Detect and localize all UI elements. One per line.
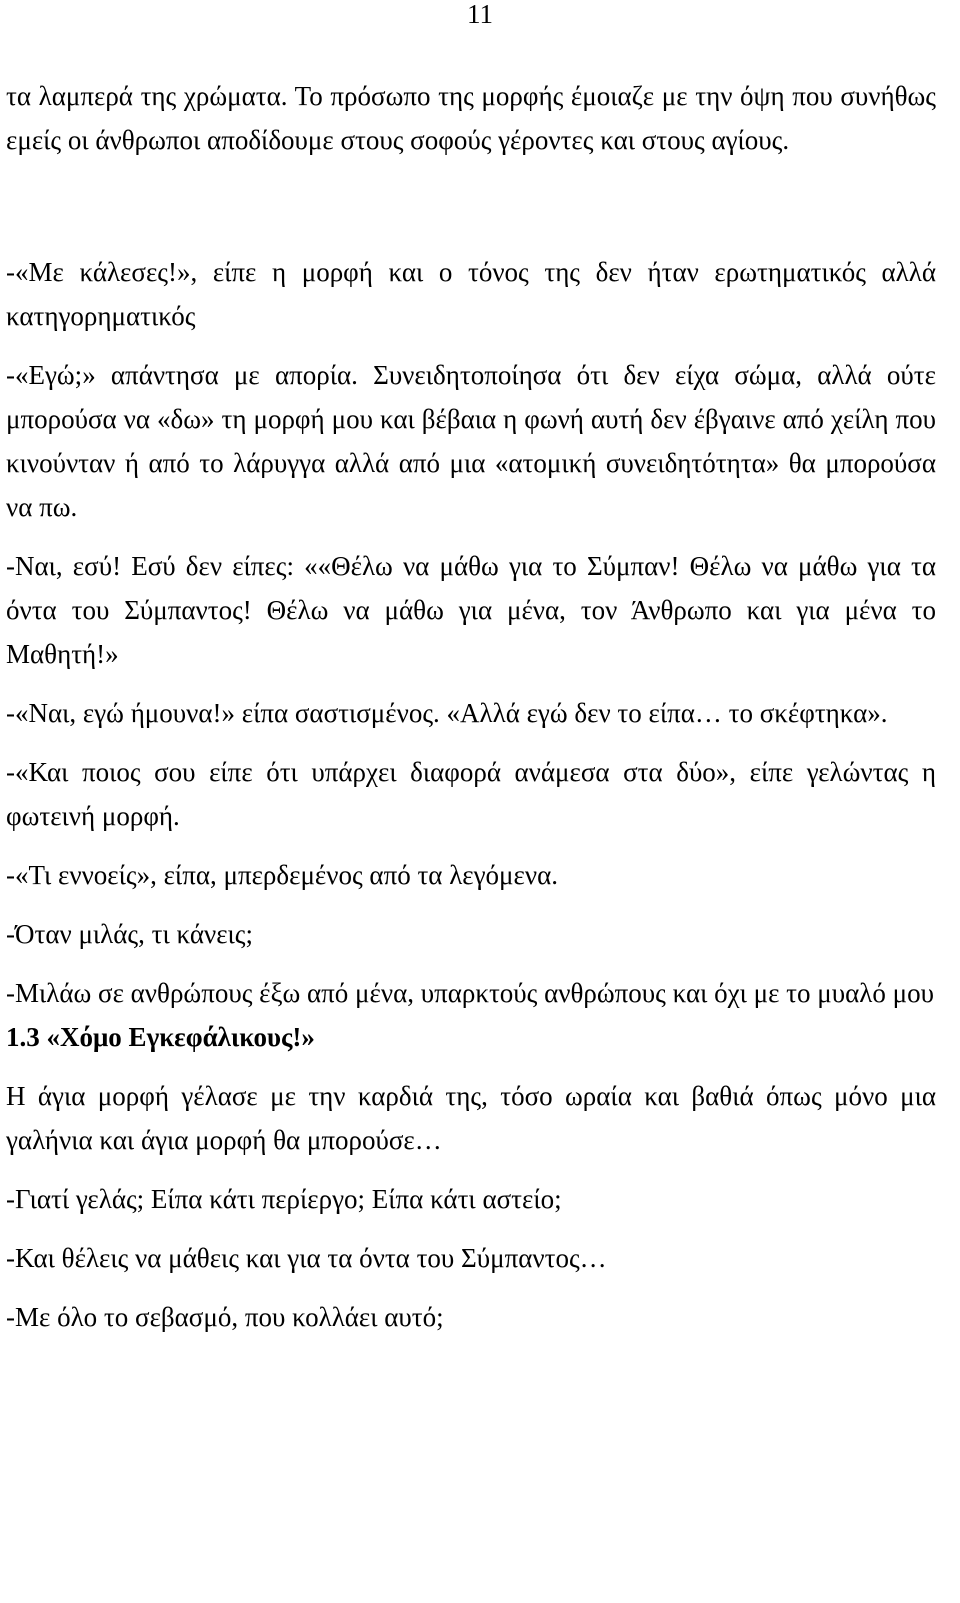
- paragraph: -«Και ποιος σου είπε ότι υπάρχει διαφορά ανάμεσα στα δύο», είπε γελώντας η φωτεινή μορφή.: [6, 757, 936, 831]
- paragraph: -«Τι εννοείς», είπα, μπερδεμένος από τα λεγόμενα.: [6, 860, 558, 890]
- document-body: [6, 74, 936, 1339]
- paragraph: -Ναι, εσύ! Εσύ δεν είπες: ««Θέλω να μάθω για το Σύμπαν! Θέλω να μάθω για τα όντα του Σύμπαντος! Θέλω να μάθω για μένα, τον Άνθρωπο και για μένα το Μαθητή!»: [6, 551, 936, 669]
- paragraph: -Και θέλεις να μάθεις και για τα όντα του Σύμπαντος…: [6, 1243, 607, 1273]
- paragraph: -Όταν μιλάς, τι κάνεις;: [6, 919, 253, 949]
- paragraph: -«Ναι, εγώ ήμουνα!» είπα σαστισμένος. «Αλλά εγώ δεν το είπα… το σκέφτηκα».: [6, 698, 888, 728]
- paragraph: -«Εγώ;» απάντησα με απορία. Συνειδητοποίησα ότι δεν είχα σώμα, αλλά ούτε μπορούσα να «δω» τη μορφή μου και βέβαια η φωνή αυτή δεν έβγαινε από χείλη που κινούνταν ή από το λάρυγγα αλλά από μια «ατομική συνειδητότητα» θα μπορούσα να πω.: [6, 360, 936, 522]
- paragraph: -Γιατί γελάς; Είπα κάτι περίεργο; Είπα κάτι αστείο;: [6, 1184, 562, 1214]
- paragraph: τα λαμπερά της χρώματα. Το πρόσωπο της μορφής έμοιαζε με την όψη που συνήθως εμείς οι άνθρωποι αποδίδουμε στους σοφούς γέροντες και στους αγίους.: [6, 81, 936, 155]
- page-number: 11: [467, 0, 493, 29]
- paragraph: Η άγια μορφή γέλασε με την καρδιά της, τόσο ωραία και βαθιά όπως μόνο μια γαλήνια και άγια μορφή θα μπορούσε…: [6, 1081, 936, 1155]
- paragraph: -«Με κάλεσες!», είπε η μορφή και ο τόνος της δεν ήταν ερωτηματικός αλλά κατηγορηματικός: [6, 257, 936, 331]
- paragraph: -Με όλο το σεβασμό, που κολλάει αυτό;: [6, 1302, 444, 1332]
- paragraph: -Μιλάω σε ανθρώπους έξω από μένα, υπαρκτούς ανθρώπους και όχι με το μυαλό μου: [6, 978, 934, 1008]
- section-heading: 1.3 «Χόμο Εγκεφάλικους!»: [6, 1022, 315, 1052]
